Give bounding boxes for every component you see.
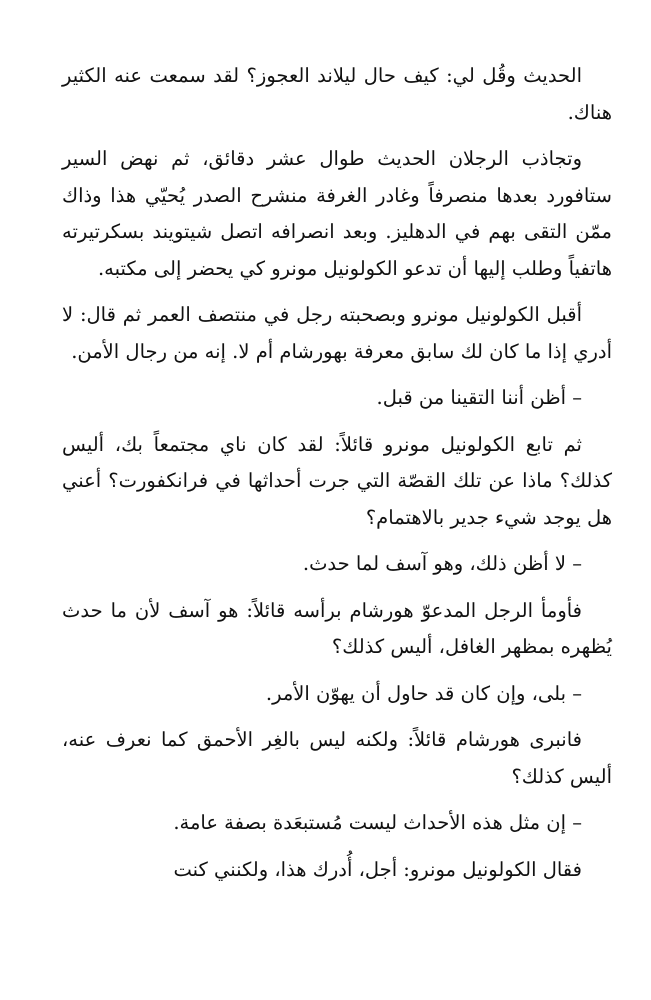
paragraph-7: فقال الكولونيل مونرو: أجل، أُدرك هذا، ولكنني كنت — [173, 857, 582, 881]
paragraph-6: فانبرى هورشام قائلاً: ولكنه ليس بالغِر الأحمق كما نعرف عنه، أليس كذلك؟ — [62, 728, 612, 788]
paragraph-1: الحديث وقُل لي: كيف حال ليلاند العجوز؟ لقد سمعت عنه الكثير هناك. — [62, 64, 612, 124]
paragraph-5: فأومأ الرجل المدعوّ هورشام برأسه قائلاً: هو آسف لأن ما حدث يُظهره بمظهر الغافل، أليس كذلك؟ — [62, 598, 612, 658]
dialogue-line-1: – أظن أننا التقينا من قبل. — [376, 386, 582, 409]
dialogue-line-3: – بلى، وإن كان قد حاول أن يهوّن الأمر. — [265, 681, 582, 705]
dialogue-line-2: – لا أظن ذلك، وهو آسف لما حدث. — [302, 552, 582, 575]
dialogue-line-4: – إن مثل هذه الأحداث ليست مُستبعَدة بصفة عامة. — [173, 811, 582, 834]
paragraph-3: أقبل الكولونيل مونرو وبصحبته رجل في منتصف العمر ثم قال: لا أدري إذا ما كان لك سابق معرفة بهورشام أم لا. إنه من رجال الأمن. — [62, 303, 612, 363]
paragraph-2: وتجاذب الرجلان الحديث طوال عشر دقائق، ثم نهض السير ستافورد بعدها منصرفاً وغادر الغرفة منشرح الصدر يُحيّي هذا وذاك ممّن التقى بهم في الدهليز. وبعد انصرافه اتصل شيتويند بسكرتيرته هاتفياً وطلب إليها أن تدعو الكولونيل مونرو كي يحضر إلى مكتبه. — [62, 147, 612, 280]
book-page — [62, 58, 612, 898]
paragraph-4: ثم تابع الكولونيل مونرو قائلاً: لقد كان ناي مجتمعاً بك، أليس كذلك؟ ماذا عن تلك القصّة التي جرت أحداثها في فرانكفورت؟ أعني هل يوجد شيء جدير بالاهتمام؟ — [62, 432, 612, 529]
